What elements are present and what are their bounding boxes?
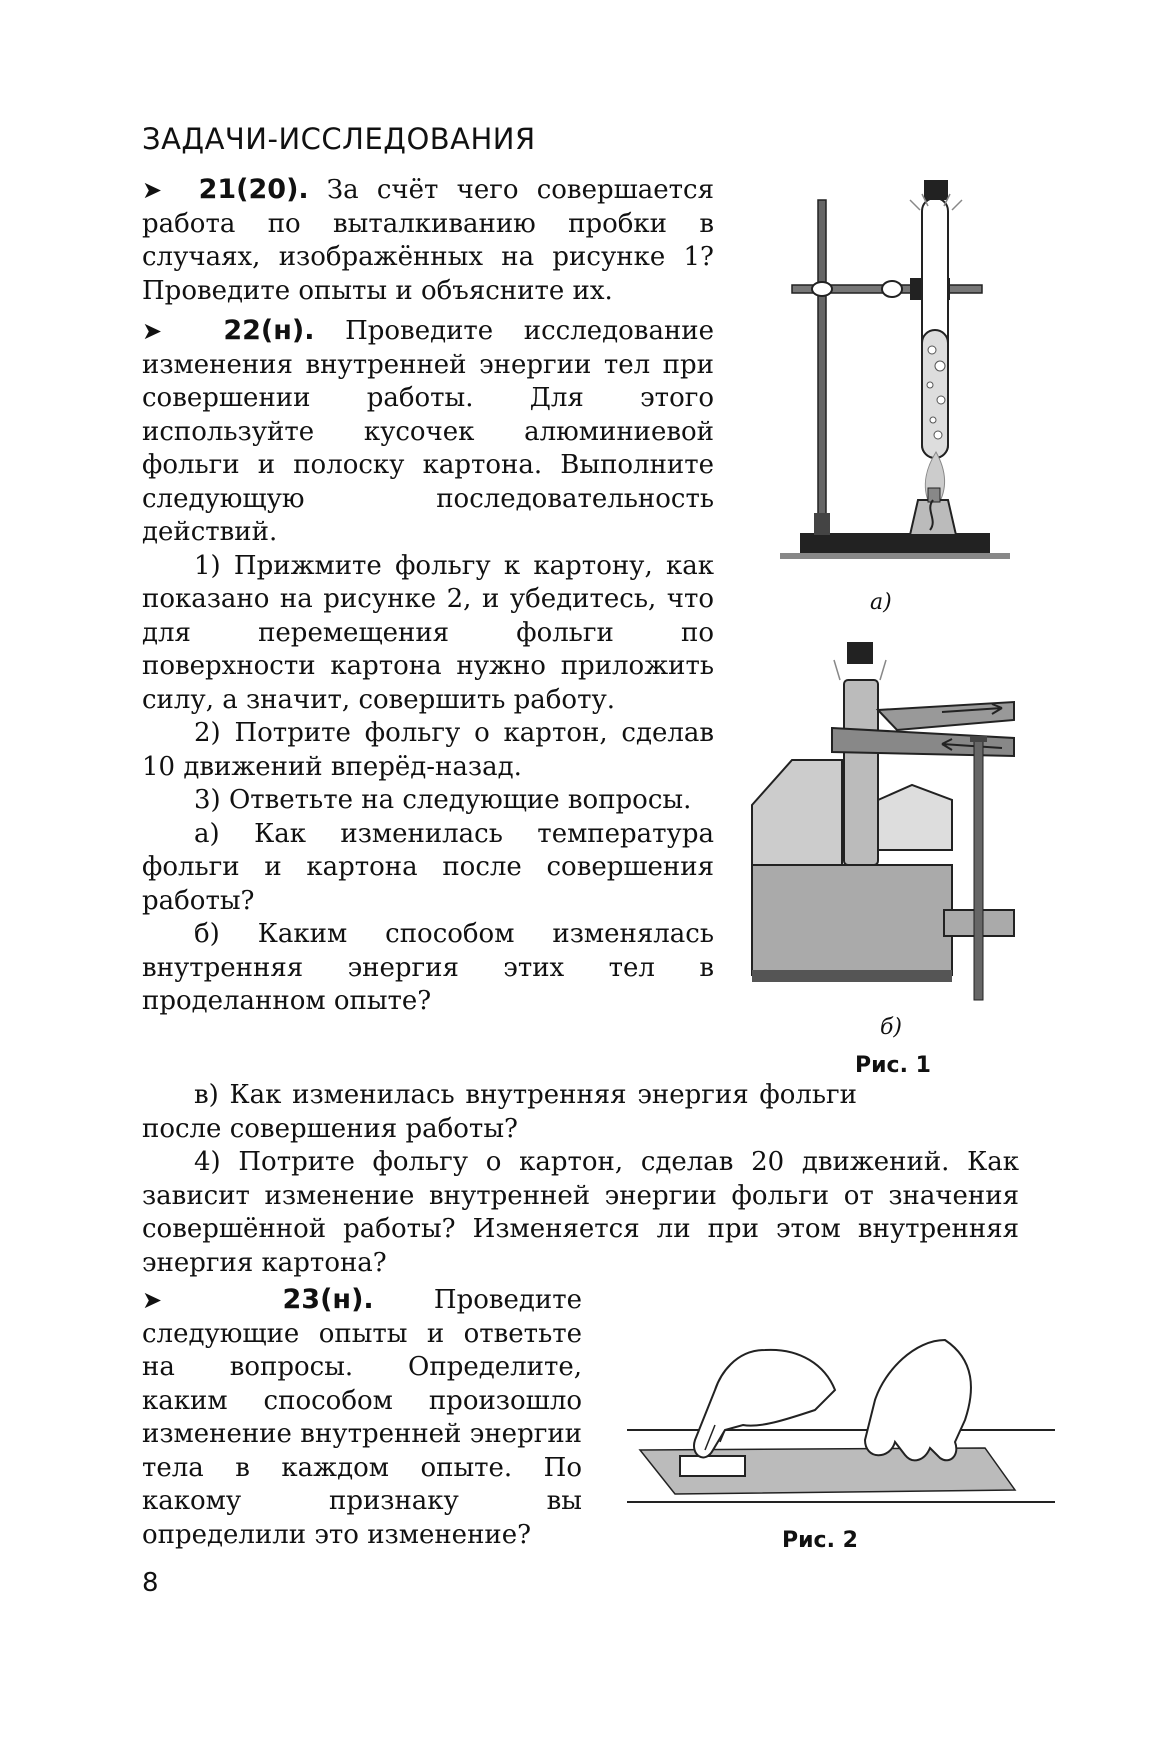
arrow-icon: ➤ (142, 1286, 163, 1314)
figure-2-illustration (625, 1330, 1065, 1520)
main-column (142, 173, 714, 1019)
task-number: 23(н). (282, 1284, 374, 1315)
task-text: За счёт чего совершается работа по выталкиванию пробки в случаях, изображённых на рисунке 1? Проведите опыты и объясните их. (142, 175, 715, 306)
question-a: а) Как изменилась температура фольги и картона после совершения работы? (142, 818, 714, 916)
page-number: 8 (142, 1568, 159, 1598)
task-23 (142, 1283, 582, 1552)
step-3: 3) Ответьте на следующие вопросы. (194, 785, 692, 815)
task-22 (142, 314, 714, 550)
task-number: 21(20). (198, 174, 309, 205)
figure-1b-label: б) (880, 1015, 903, 1040)
figure-1-caption: Рис. 1 (855, 1053, 931, 1078)
arrow-icon: ➤ (142, 176, 163, 204)
figure-1a-label: а) (870, 590, 892, 615)
wide-column (142, 1079, 1019, 1280)
question-b: б) Каким способом изменялась внутренняя энергия этих тел в проделанном опыте? (142, 919, 714, 1016)
task-number: 22(н). (223, 315, 315, 346)
step-4: 4) Потрите фольгу о картон, сделав 20 движений. Как зависит изменение внутренней энергии фольги от значения совершённой работы? Изменяется ли при этом внутренняя энергия картона? (142, 1147, 1019, 1278)
figure-1b-illustration (752, 640, 1042, 1005)
question-v: в) Как изменилась внутренняя энергия фольги после совершения работы? (142, 1080, 857, 1144)
section-title: ЗАДАЧИ-ИССЛЕДОВАНИЯ (142, 122, 536, 156)
figure-1a-illustration (770, 170, 1010, 580)
task-21 (142, 173, 714, 308)
task-text: Проведите следующие опыты и ответьте на вопросы. Определите, каким способом произошло изменение внутренней энергии тела в каждом опыте. По какому признаку вы определили это изменение? (142, 1285, 582, 1550)
task-23-column (142, 1283, 582, 1552)
step-1: 1) Прижмите фольгу к картону, как показано на рисунке 2, и убедитесь, что для перемещения фольги по поверхности картона нужно приложить силу, а значит, совершить работу. (142, 550, 714, 715)
figure-2-caption: Рис. 2 (782, 1528, 858, 1553)
step-2: 2) Потрите фольгу о картон, сделав 10 движений вперёд-назад. (142, 718, 714, 782)
task-text: Проведите исследование изменения внутренней энергии тел при совершении работы. Для этого используйте кусочек алюминиевой фольги и полоску картона. Выполните следующую последовательность действий. (142, 316, 714, 547)
arrow-icon: ➤ (142, 317, 163, 345)
